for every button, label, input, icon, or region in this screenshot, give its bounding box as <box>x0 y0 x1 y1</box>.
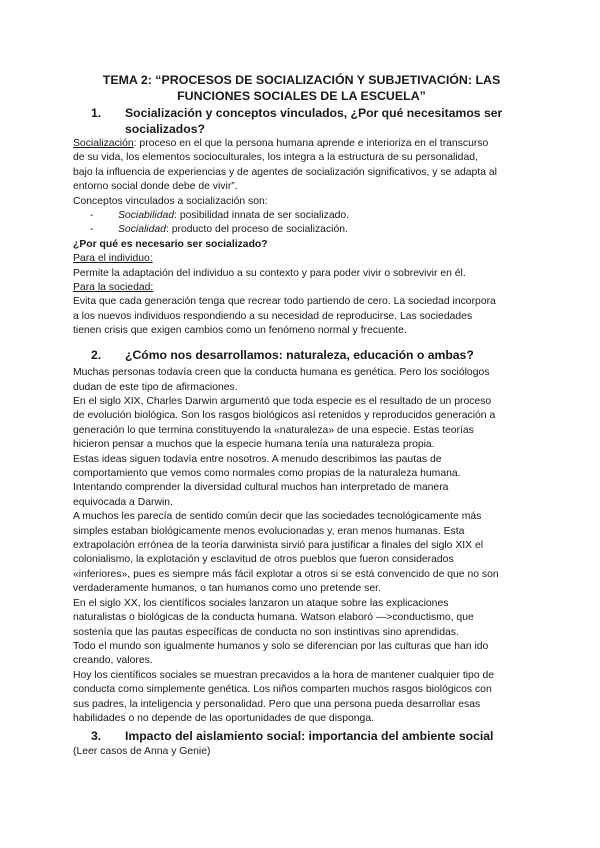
section-2-line: colonialismo, la explotación y esclavitud de otros pueblos que fueron considerados <box>73 554 454 566</box>
section-1-heading-line-2: socializados? <box>125 121 205 136</box>
section-2-line: Todo el mundo son igualmente humanos y solo se diferencian por las culturas que han ido <box>73 640 489 652</box>
section-1-heading <box>73 106 530 137</box>
bullet-dash: - <box>90 210 94 222</box>
society-text <box>73 295 530 338</box>
title-line-1: TEMA 2: “PROCESOS DE SOCIALIZACIÓN Y SUBJETIVACIÓN: LAS <box>102 73 501 87</box>
section-2-line: de evolución biológica. Son los rasgos biológicos así retenidos y reproducidos generación a <box>73 410 496 422</box>
definition-line-1: : proceso en el que la persona humana aprende e interioriza en el transcurso <box>133 138 489 149</box>
section-3-note: (Leer casos de Anna y Genie) <box>73 745 211 757</box>
section-2-heading-text: ¿Cómo nos desarrollamos: naturaleza, educación o ambas? <box>125 347 474 362</box>
section-1-heading-line-1: Socialización y conceptos vinculados, ¿Por qué necesitamos ser <box>125 106 503 120</box>
section-2-line: habilidades o no depende de las oportunidades de que disponga. <box>73 712 374 724</box>
section-2-number: 2. <box>91 347 102 362</box>
section-3-number: 3. <box>91 729 102 744</box>
section-2-line: simples estaban biológicamente menos evolucionadas y, eran menos humanas. Esta <box>73 525 465 537</box>
section-2-line: En el siglo XX, los científicos sociales lanzaron un ataque sobre las explicaciones <box>73 597 449 609</box>
section-2-line: En el siglo XIX, Charles Darwin argumentó que toda especie es el resultado de un proceso <box>73 396 492 407</box>
section-2-line: comportamiento que vemos como normales como propias de la naturaleza humana. <box>73 468 461 480</box>
section-3-heading-text: Impacto del aislamiento social: importancia del ambiente social <box>125 729 494 744</box>
socialization-definition <box>73 137 530 195</box>
section-2-line: extrapolación errónea de la teoría darwinista sirvió para justificar a finales del siglo XIX el <box>73 540 484 552</box>
section-2-line: hicieron pensar a muchos que la especie humana tenía una naturaleza propia. <box>73 439 435 451</box>
section-2-line: A muchos les parecía de sentido común decir que las sociedades tecnológicamente más <box>73 511 482 523</box>
bullet-dash: - <box>90 224 94 236</box>
section-3-heading <box>73 729 530 745</box>
section-2-line: naturalistas o biológicas de la conducta humana. Watson elaboró —>conductismo, que <box>73 612 474 624</box>
section-2-line: equivocada a Darwin. <box>73 496 173 508</box>
concepts-intro: Conceptos vinculados a socialización son: <box>73 195 268 207</box>
section-2-line: verdaderamente humanos, o tan humanos como uno pretende ser. <box>73 583 381 595</box>
definition-line-2: de su vida, los elementos socioculturales, los integra a la estructura de su personalidad, <box>73 152 478 164</box>
section-2-line: generación lo que termina constituyendo la «naturaleza» de una especie. Estas teorías <box>73 424 474 436</box>
bullet-text: : producto del proceso de socialización. <box>165 224 348 236</box>
society-line-3: tienen crisis que exigen cambios como un fenómeno normal y frecuente. <box>73 325 407 337</box>
section-2-body <box>73 366 530 726</box>
section-2-line: conducta como simplemente genética. Los niños comparten muchos rasgos biológicos con <box>73 684 492 696</box>
section-2-line: creando, valores. <box>73 655 153 667</box>
why-socialized-heading: ¿Por qué es necesario ser socializado? <box>73 238 268 250</box>
bullet-socialidad <box>73 223 530 237</box>
section-2-line: dudan de este tipo de afirmaciones. <box>73 381 238 393</box>
bullet-sociabilidad <box>73 209 530 223</box>
section-2-line: Intentando comprender la diversidad cultural muchos han interpretado de manera <box>73 482 449 494</box>
section-2-line: Muchas personas todavía creen que la conducta humana es genética. Pero los sociólogos <box>73 367 490 379</box>
section-2-line: Estas ideas siguen todavía entre nosotros. A menudo describimos las pautas de <box>73 453 442 465</box>
document-title <box>73 72 530 104</box>
society-line-2: a los nuevos individuos respondiendo a su necesidad de reproducirse. Las sociedades <box>73 310 473 322</box>
section-2-line: «inferiores», pues es siempre más fácil explotar a otros si se está convencido de que no son <box>73 568 499 580</box>
bullet-text: : posibilidad innata de ser socializado. <box>174 210 350 222</box>
section-1-number: 1. <box>91 106 102 120</box>
society-line-1: Evita que cada generación tenga que recrear todo partiendo de cero. La sociedad incorpora <box>73 296 496 308</box>
society-label: Para la sociedad: <box>73 282 154 294</box>
bullet-term: Socialidad <box>118 224 166 236</box>
individual-label: Para el individuo: <box>73 253 153 265</box>
individual-text: Permite la adaptación del individuo a su contexto y para poder vivir o sobrevivir en él. <box>73 267 466 279</box>
section-2-line: Hoy los científicos sociales se muestran precavidos a la hora de mantener cualquier tipo de <box>73 669 495 681</box>
title-line-2: FUNCIONES SOCIALES DE LA ESCUELA” <box>177 89 426 103</box>
section-2-heading <box>73 348 530 364</box>
spacer <box>73 339 530 348</box>
definition-line-3: bajo la influencia de experiencias y de agentes de socialización significativos, y se adapta al <box>73 166 497 178</box>
definition-line-4: entorno social donde debe de vivir”. <box>73 181 238 193</box>
section-2-line: sostenía que las pautas específicas de conducta no son instintivas sino aprendidas. <box>73 626 459 638</box>
definition-term: Socialización <box>73 138 134 149</box>
section-2-line: sus padres, la inteligencia y personalidad. Pero que una persona pueda desarrollar esas <box>73 698 481 710</box>
bullet-term: Sociabilidad <box>118 210 175 222</box>
